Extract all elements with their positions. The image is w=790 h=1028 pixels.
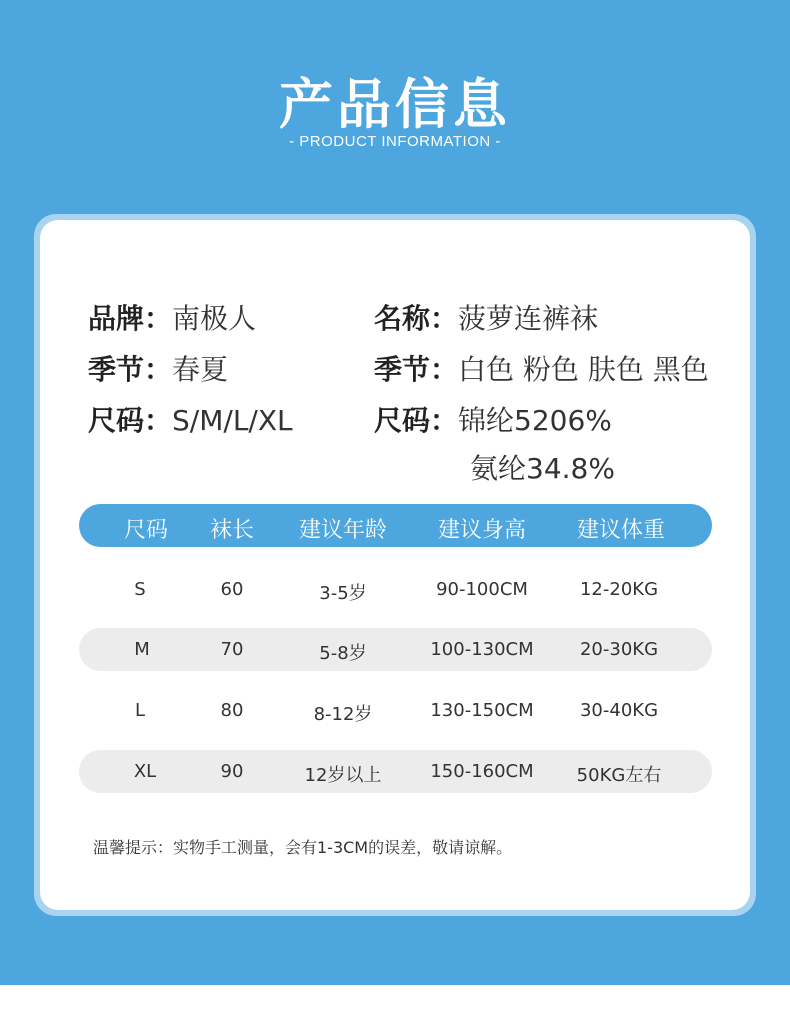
row-age: 5-8岁 <box>319 643 367 664</box>
row-length: 60 <box>220 579 244 600</box>
season-row <box>88 348 228 388</box>
table-row <box>79 689 712 732</box>
row-weight: 12-20KG <box>579 579 659 600</box>
size-value: S/M/L/XL <box>172 404 293 437</box>
size-row <box>88 399 293 439</box>
season-value: 春夏 <box>172 353 229 386</box>
row-length: 90 <box>220 761 244 782</box>
row-height: 130-150CM <box>430 700 534 721</box>
name-label: 名称： <box>374 302 459 335</box>
color-row <box>374 348 709 388</box>
season-label: 季节： <box>88 353 173 386</box>
row-size: L <box>134 700 146 721</box>
color-value: 白色 粉色 肤色 黑色 <box>458 353 709 386</box>
row-weight: 50KG左右 <box>576 765 662 786</box>
size-table-header <box>79 504 712 547</box>
page-subtitle: - PRODUCT INFORMATION - <box>289 133 501 150</box>
table-row <box>79 750 712 793</box>
header-size: 尺码 <box>123 518 169 543</box>
row-age: 8-12岁 <box>313 704 373 725</box>
page-title: 产品信息 <box>279 73 511 136</box>
row-size: S <box>134 579 146 600</box>
header-weight: 建议体重 <box>576 518 666 543</box>
row-size: XL <box>133 761 157 782</box>
material-value-2: 氨纶34.8% <box>470 452 615 485</box>
measurement-note: 温馨提示：实物手工测量，会有1-3CM的误差，敬请谅解。 <box>93 838 513 857</box>
brand-row <box>88 297 256 337</box>
row-height: 100-130CM <box>430 639 534 660</box>
header-height: 建议身高 <box>437 518 527 543</box>
row-age: 3-5岁 <box>319 583 367 604</box>
row-length: 70 <box>220 639 244 660</box>
header-sock-length: 袜长 <box>209 518 255 543</box>
brand-label: 品牌： <box>88 302 173 335</box>
row-age: 12岁以上 <box>304 765 382 786</box>
table-row <box>79 568 712 611</box>
row-size: M <box>134 639 150 660</box>
row-weight: 30-40KG <box>579 700 659 721</box>
row-weight: 20-30KG <box>579 639 659 660</box>
header-age: 建议年龄 <box>298 518 388 543</box>
table-row <box>79 628 712 671</box>
color-label: 季节： <box>374 353 459 386</box>
material-value-1: 锦纶5206% <box>458 404 612 437</box>
name-value: 菠萝连裤袜 <box>458 302 599 335</box>
material-label: 尺码： <box>374 404 459 437</box>
row-height: 150-160CM <box>430 761 534 782</box>
brand-value: 南极人 <box>172 302 257 335</box>
name-row <box>374 297 598 337</box>
row-height: 90-100CM <box>436 579 528 600</box>
material-row <box>374 399 612 439</box>
row-length: 80 <box>220 700 244 721</box>
size-label: 尺码： <box>88 404 173 437</box>
